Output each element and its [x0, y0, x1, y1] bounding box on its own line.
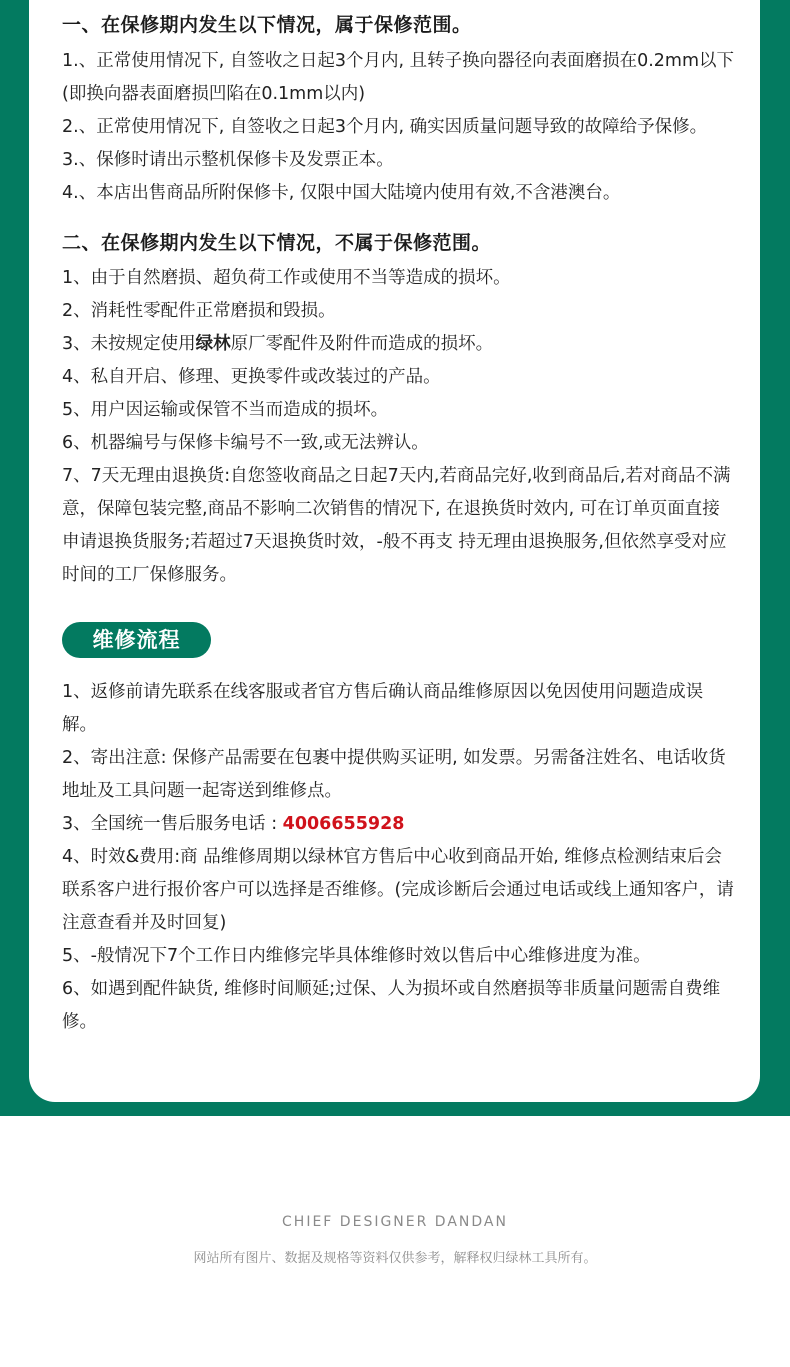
section2-item-4: 4、私自开启、修理、更换零件或改装过的产品。 [62, 367, 441, 387]
brand-name: 绿林 [195, 334, 231, 354]
section2-item-6: 6、机器编号与保修卡编号不一致,或无法辨认。 [62, 433, 429, 453]
repair-item-2: 2、寄出注意: 保修产品需要在包裹中提供购买证明, 如发票。另需备注姓名、电话收货地址及工具问题一起寄送到维修点。 [62, 748, 726, 801]
repair-item-3-label: 3、全国统一售后服务电话 : [62, 814, 283, 834]
repair-item-3 [62, 808, 404, 841]
section2-item-7: 7、7天无理由退换货:自您签收商品之日起7天内,若商品完好,收到商品后,若对商品不满意，保障包装完整,商品不影响二次销售的情况下, 在退换货时效内, 可在订单页面直接申请退换货服务;若超过7天退换货时效，-般不再支 持无理由退换服务,但依然享受对应时间的工厂保修服务。 [62, 466, 731, 585]
section2-item-3 [62, 328, 493, 361]
section1-title: 一、在保修期内发生以下情况，属于保修范围。 [62, 14, 472, 36]
section1-item-3: 3.、保修时请出示整机保修卡及发票正本。 [62, 150, 394, 170]
repair-item-1: 1、返修前请先联系在线客服或者官方售后确认商品维修原因以免因使用问题造成误解。 [62, 682, 704, 735]
section1-item-2: 2.、正常使用情况下, 自签收之日起3个月内, 确实因质量问题导致的故障给予保修。 [62, 117, 708, 137]
section2-title: 二、在保修期内发生以下情况，不属于保修范围。 [62, 232, 492, 254]
section2-item-3-rest: 原厂零配件及附件而造成的损坏。 [230, 334, 494, 354]
section2-item-2: 2、消耗性零配件正常磨损和毁损。 [62, 301, 336, 321]
repair-item-6: 6、如遇到配件缺货, 维修时间顺延;过保、人为损坏或自然磨损等非质量问题需自费维修。 [62, 979, 721, 1032]
section1-item-4: 4.、本店出售商品所附保修卡, 仅限中国大陆境内使用有效,不含港澳台。 [62, 183, 621, 203]
repair-process-title: 维修流程 [62, 622, 211, 658]
service-phone-number[interactable]: 4006655928 [282, 814, 405, 834]
repair-item-4: 4、时效&费用:商 品维修周期以绿林官方售后中心收到商品开始, 维修点检测结束后会联系客户进行报价客户可以选择是否维修。(完成诊断后会通过电话或线上通知客户，请注意查看并及时回复) [62, 847, 734, 933]
repair-item-5: 5、-般情况下7个工作日内维修完毕具体维修时效以售后中心维修进度为准。 [62, 946, 651, 966]
section2-item-5: 5、用户因运输或保管不当而造成的损坏。 [62, 400, 389, 420]
section2-item-3-prefix: 3、未按规定使用 [62, 334, 196, 354]
section1-item-1: 1.、正常使用情况下, 自签收之日起3个月内, 且转子换向器径向表面磨损在0.2mm以下(即换向器表面磨损凹陷在0.1mm以内) [62, 51, 735, 104]
disclaimer-text: 网站所有图片、数据及规格等资料仅供参考，解释权归绿林工具所有。 [193, 1251, 597, 1266]
designer-credit: CHIEF DESIGNER DANDAN [282, 1214, 508, 1230]
section2-item-1: 1、由于自然磨损、超负荷工作或使用不当等造成的损坏。 [62, 268, 511, 288]
